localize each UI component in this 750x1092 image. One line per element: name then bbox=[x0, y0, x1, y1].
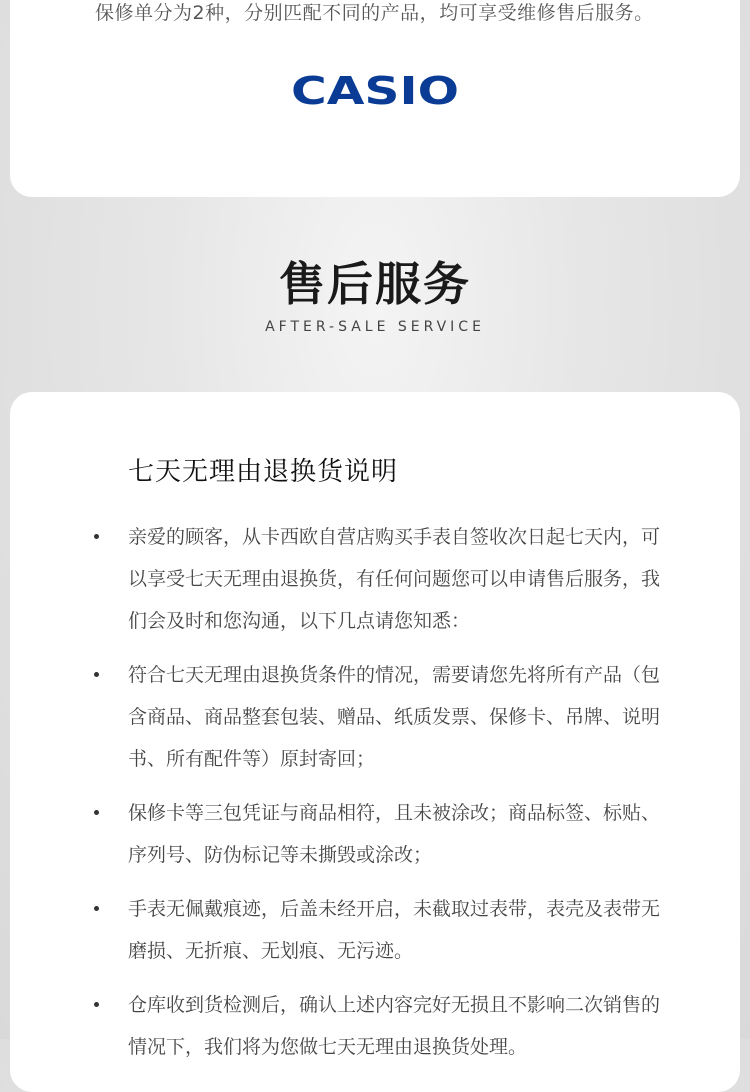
casio-logo bbox=[290, 69, 460, 113]
policy-item-text: 保修卡等三包凭证与商品相符，且未被涂改；商品标签、标贴、序列号、防伪标记等未撕毁或涂改； bbox=[128, 802, 661, 866]
policy-card bbox=[10, 392, 740, 1092]
warranty-note: 保修单分为2种，分别匹配不同的产品，均可享受维修售后服务。 bbox=[95, 2, 654, 24]
bullet-dot-icon bbox=[94, 810, 99, 815]
bullet-dot-icon bbox=[94, 1002, 99, 1007]
bullet-dot-icon bbox=[94, 672, 99, 677]
bullet-dot-icon bbox=[94, 534, 99, 539]
policy-item bbox=[10, 516, 740, 642]
section-title: 售后服务 bbox=[279, 257, 471, 311]
policy-title: 七天无理由退换货说明 bbox=[128, 457, 399, 487]
policy-item bbox=[10, 984, 740, 1068]
policy-item-text: 亲爱的顾客，从卡西欧自营店购买手表自签收次日起七天内，可以享受七天无理由退换货，有任何问题您可以申请售后服务，我们会及时和您沟通，以下几点请您知悉： bbox=[128, 526, 661, 632]
policy-item-text: 符合七天无理由退换货条件的情况，需要请您先将所有产品（包含商品、商品整套包装、赠品、纸质发票、保修卡、吊牌、说明书、所有配件等）原封寄回； bbox=[128, 664, 661, 770]
policy-item-text: 手表无佩戴痕迹，后盖未经开启，未截取过表带，表壳及表带无磨损、无折痕、无划痕、无污迹。 bbox=[128, 898, 661, 962]
section-heading bbox=[0, 252, 750, 336]
bullet-dot-icon bbox=[94, 906, 99, 911]
policy-item bbox=[10, 654, 740, 780]
brand-card bbox=[10, 0, 740, 197]
policy-item bbox=[10, 792, 740, 876]
policy-item-text: 仓库收到货检测后，确认上述内容完好无损且不影响二次销售的情况下，我们将为您做七天无理由退换货处理。 bbox=[128, 994, 661, 1058]
section-subtitle: AFTER-SALE SERVICE bbox=[265, 319, 485, 335]
policy-item bbox=[10, 888, 740, 972]
policy-list bbox=[10, 516, 740, 1080]
svg-text:CASIO: CASIO bbox=[291, 69, 459, 113]
